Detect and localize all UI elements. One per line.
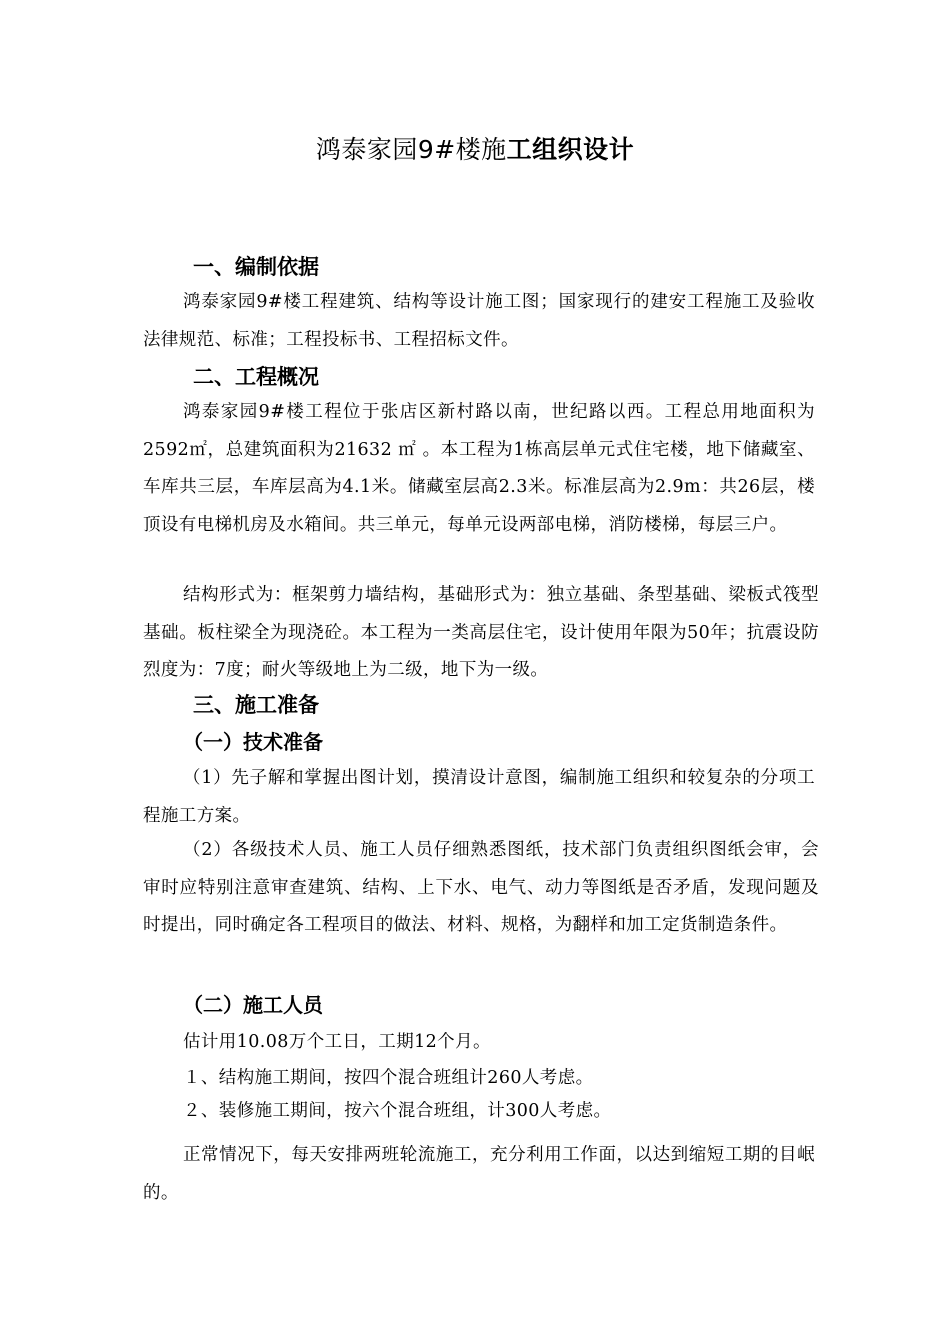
technical-item-2: （2）各级技术人员、施工人员仔细熟悉图纸，技术部门负责组织图纸会审，会审时应特别注意审查建筑、结构、上下水、电气、动力等图纸是否矛盾，发现问题及时提出，同时确定各工程项目的做法、材料、规格，为翻样和加工定货制造条件。: [143, 840, 819, 935]
personnel-closing-paragraph: 正常情况下，每天安排两班轮流施工，充分利用工作面，以达到缩短工期的目岷的。: [143, 1145, 815, 1203]
personnel-item-1: １、结构施工期间，按四个混合班组计260人考虑。: [183, 1068, 594, 1088]
title-bold-part: 工组织设计: [506, 135, 635, 164]
overview-paragraph: 鸿泰家园9#楼工程位于张店区新村路以南，世纪路以西。工程总用地面积为2592㎡，总建筑面积为21632 ㎡ 。本工程为1栋高层单元式住宅楼，地下储藏室、车库共三层，车库层高为4.1米。储藏室层高2.3米。标准层高为2.9m：共26层，楼顶设有电梯机房及水箱间。共三单元，每单元设两部电梯，消防楼梯，每层三户。: [143, 402, 815, 535]
subsection-heading-technical: （一）技术准备: [183, 730, 323, 754]
section-heading-basis: 一、编制依据: [193, 255, 319, 279]
section-heading-preparation: 三、施工准备: [193, 693, 319, 717]
document-title: [0, 132, 950, 168]
structure-paragraph: 结构形式为：框架剪力墙结构，基础形式为：独立基础、条型基础、梁板式筏型基础。板柱梁全为现浇砼。本工程为一类高层住宅，设计使用年限为50年；抗震设防烈度为：7度；耐火等级地上为二级，地下为一级。: [143, 585, 819, 680]
subsection-heading-personnel: （二）施工人员: [183, 993, 323, 1017]
section-heading-overview: 二、工程概况: [193, 365, 319, 389]
basis-paragraph: 鸿泰家园9#楼工程建筑、结构等设计施工图；国家现行的建安工程施工及验收法律规范、标准；工程投标书、工程招标文件。: [143, 292, 815, 350]
technical-item-1: （1）先子解和掌握出图计划，摸清设计意图，编制施工组织和较复杂的分项工程施工方案。: [143, 768, 815, 826]
title-regular-part: 鸿泰家园9#楼施: [315, 135, 507, 164]
personnel-estimate: 估计用10.08万个工日，工期12个月。: [183, 1032, 491, 1052]
personnel-item-2: ２、装修施工期间，按六个混合班组，计300人考虑。: [183, 1101, 612, 1121]
